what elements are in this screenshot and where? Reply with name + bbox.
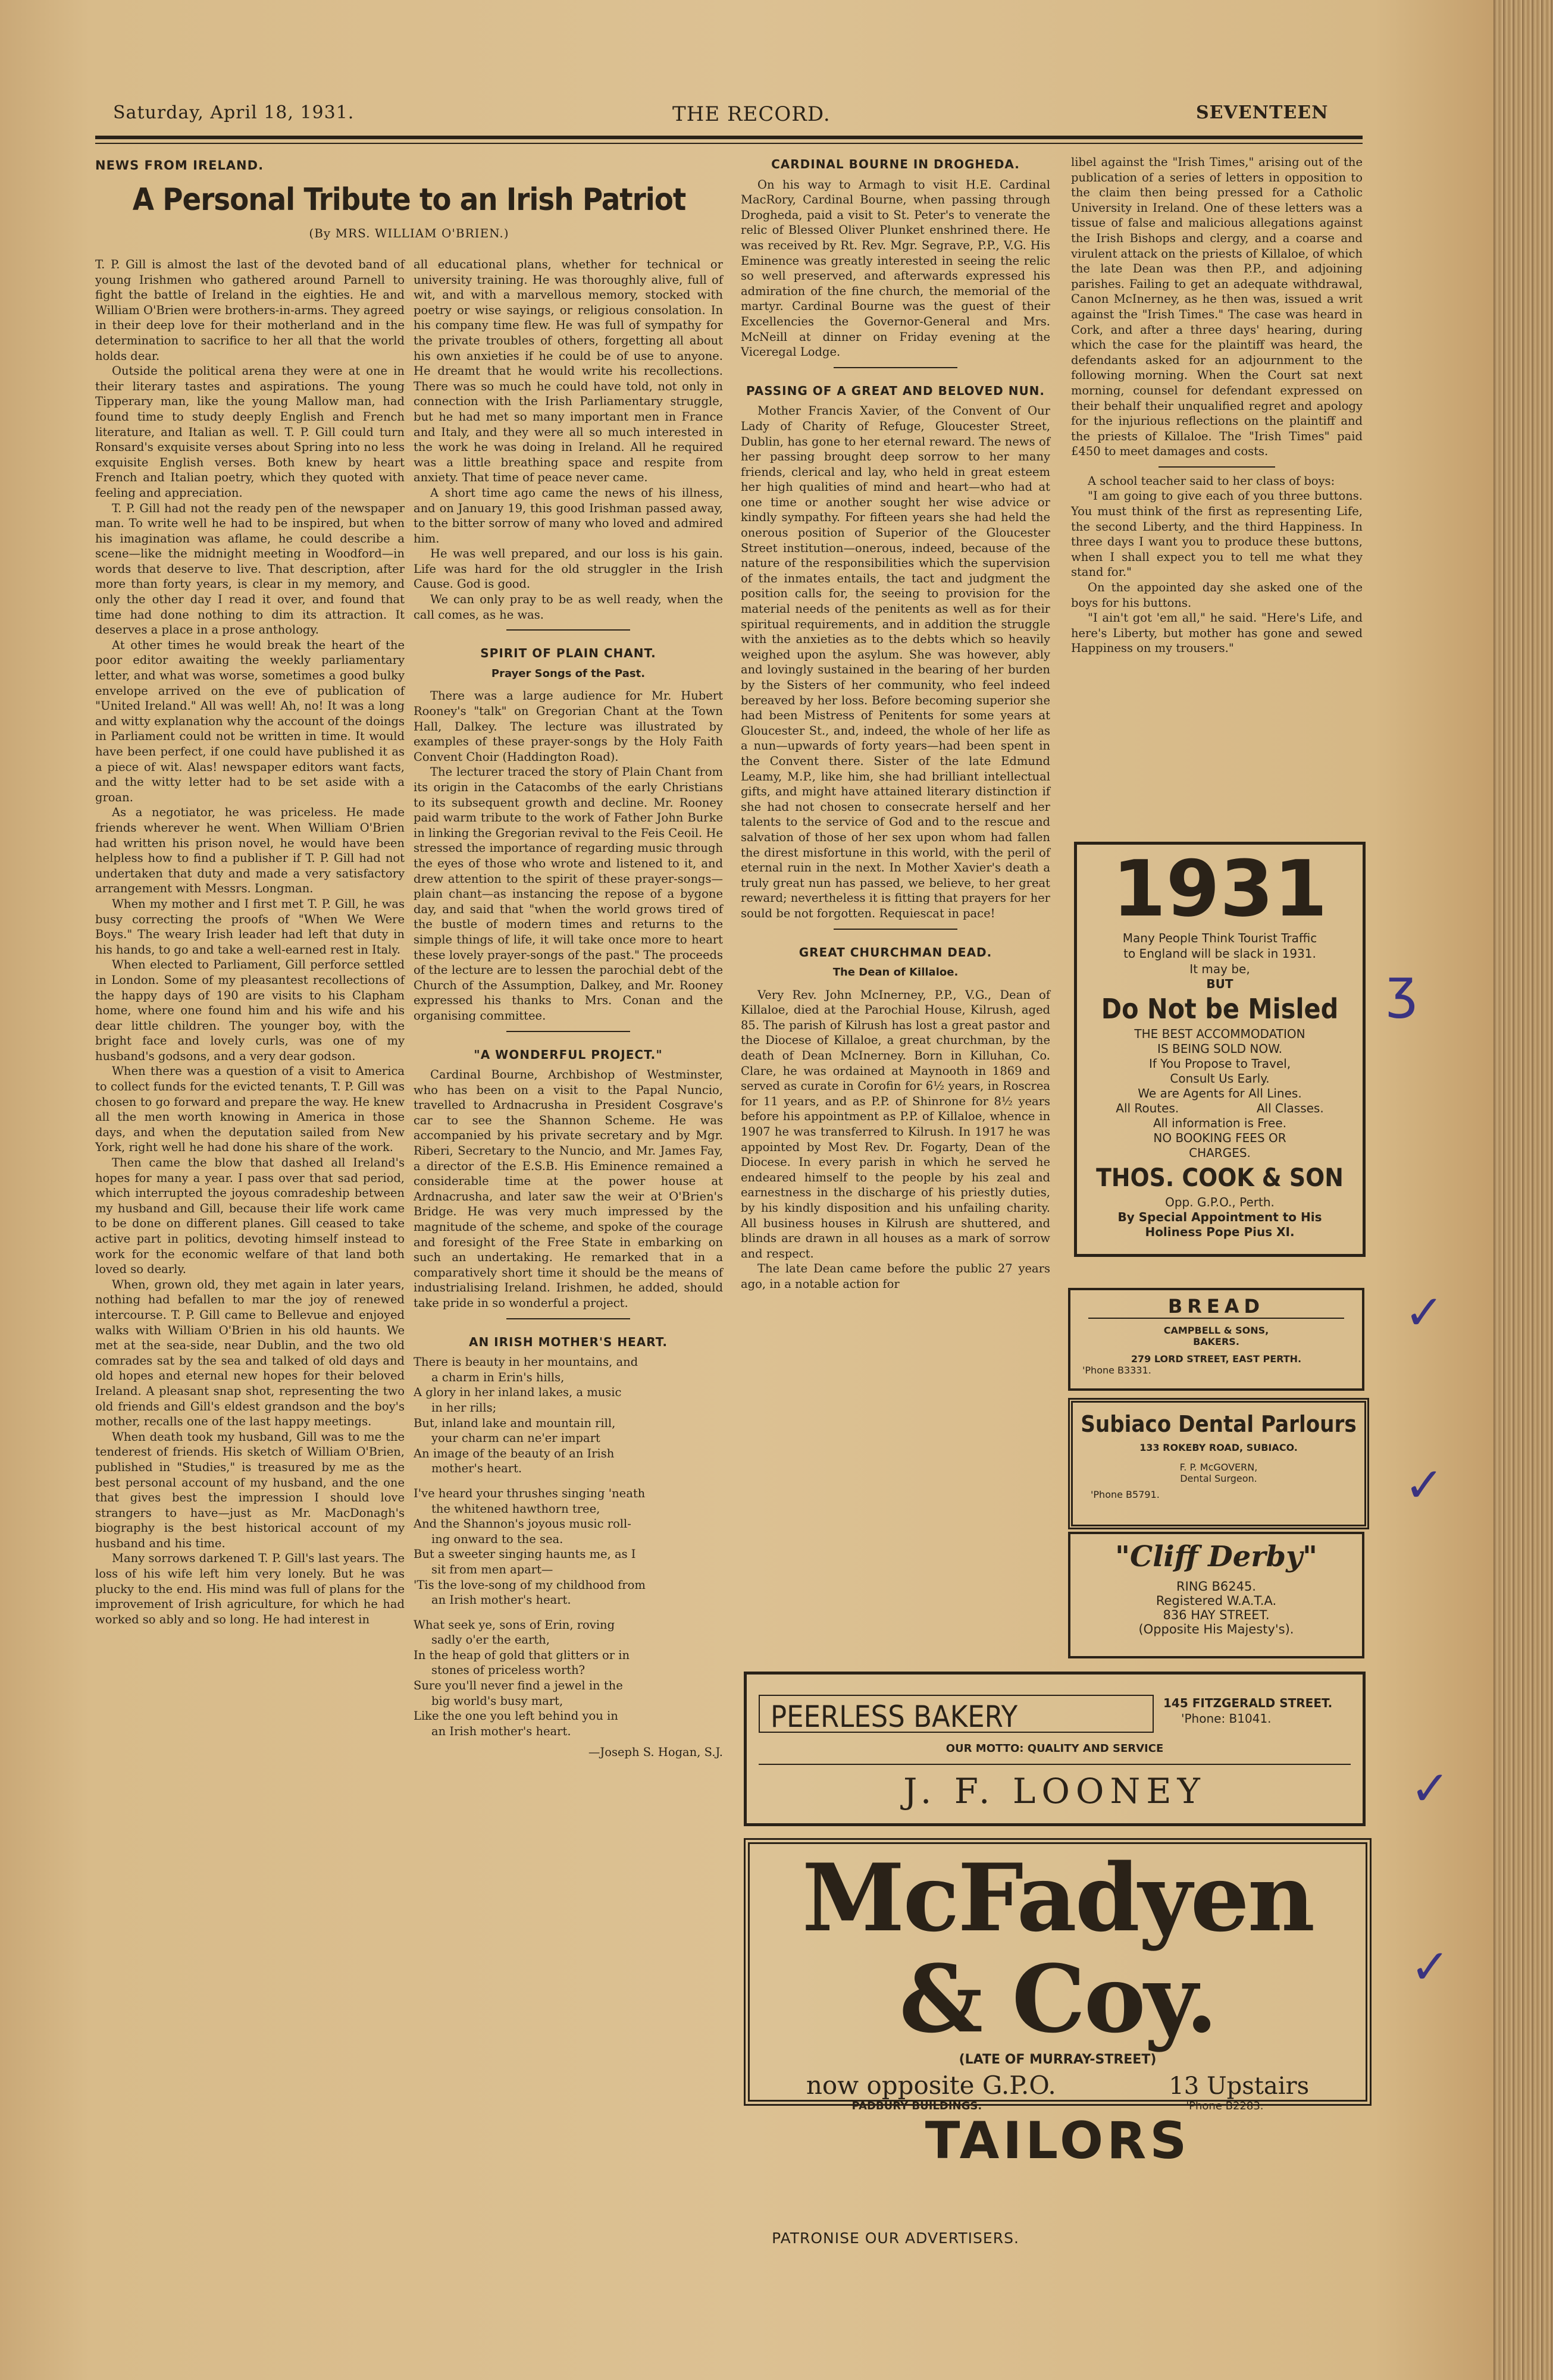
ad-line: 145 FITZGERALD STREET. (1163, 1696, 1333, 1710)
paragraph: The lecturer traced the story of Plain Chant from its origin in the Catacombs of the early Christians to its subsequent growth and decline. Mr. Rooney paid warm tribute to the work of Father John Burke in linking the Gregorian revival to the Feis Ceoil. He stressed the importance of regarding music through the eyes of those who wrote and listened to it, and drew attention to the spirit of these prayer-songs—plain chant—as instancing the repose of a bygone day, and said that "when the world grows tired of the bustle of modern times and returns to the simple things of life, it will take once more to heart these lovely prayer-songs of the past." The proceeds of the lecture are to lessen the parochial debt of the Church of the Assumption, Dalkey, and Mr. Rooney expressed his thanks to Mrs. Conan and the organising committee. (414, 765, 723, 1023)
poem-line: And the Shannon's joyous music roll- (414, 1517, 631, 1531)
dean-heading: GREAT CHURCHMAN DEAD. (799, 945, 992, 959)
ad-line: Dental Surgeon. (1180, 1473, 1257, 1484)
paragraph: We can only pray to be as well ready, when the call comes, as he was. (414, 592, 723, 622)
poem-line: 'Tis the love-song of my childhood from (414, 1578, 646, 1592)
paragraph: Very Rev. John McInerney, P.P., V.G., Dean of Killaloe, died at the Parochial House, Kilrush, aged 85. The parish of Kilrush has lost a great pastor and the Diocese of Killaloe, a great churchman, by the death of Dean McInerney. Born in Killuhan, Co. Clare, he was ordained at Maynooth in 1869 and served as curate in Corofin for 6½ years, in Roscrea for 11 years, and as P.P. of Shinrone for 8½ years before his appointment as P.P. of Killaloe, whence in 1907 he was transferred to Kilrush. In 1917 he was appointed by Most Rev. Dr. Fogarty, Dean of the Diocese. In every parish in which he served he endeared himself to the people by his zeal and earnestness in the discharge of his priestly duties, by his kindly disposition and his unfailing charity. All business houses in Kilrush are shuttered, and blinds are drawn in all houses as a mark of sorrow and respect. (741, 987, 1050, 1260)
ad-trade: TAILORS (925, 2111, 1191, 2171)
paragraph: A school teacher said to her class of boys: (1088, 474, 1335, 488)
tribute-col1 (95, 257, 405, 1627)
poem-line: the whitened hawthorn tree, (431, 1501, 600, 1516)
ad-line: RING B6245. (1176, 1579, 1256, 1594)
ad-line: 13 Upstairs (1169, 2072, 1310, 2100)
column-4 (1071, 155, 1363, 656)
ad-cliff-derby (1068, 1532, 1364, 1658)
poem-line: But, inland lake and mountain rill, (414, 1416, 616, 1430)
ad-line: We are Agents for All Lines. (1138, 1086, 1302, 1100)
ad-line: to England will be slack in 1931. (1123, 946, 1316, 961)
divider (506, 1031, 630, 1032)
page-number: SEVENTEEN (1196, 102, 1329, 123)
ad-title: McFadyen & Coy. (801, 1843, 1314, 2053)
paragraph: Mother Francis Xavier, of the Convent of Our Lady of Charity of Refuge, Gloucester Street, Dublin, has gone to her eternal reward. The news of her passing brought deep sorrow to her many friends, clerical and lay, who held in great esteem her high qualities of mind and heart—who had at one time or another sought her wise advice or kindly sympathy. For fifteen years she had held the onerous position of Superior of the Gloucester Street institution—onerous, indeed, because of the nature of the responsibilities which the supervision of the inmates entails, the tact and judgment the position calls for, the seeing to provision for the material needs of the penitents as well as for their spiritual requirements, and in addition the struggle with the anxieties as to the debts which so heavily weighed upon the asylum. She was however, ably and lovingly sustained in the bearing of her burden by the Sisters of her community, who feel indeed bereaved by her loss. Before becoming superior she had been Mistress of Penitents for some years at Gloucester St., and, indeed, the whole of her life as a nun—upwards of forty years—had been spent in the Convent there. Sister of the late Edmund Leamy, M.P., like him, she had brilliant intellectual gifts, and might have attained literary distinction if she had not chosen to consecrate herself and her talents to the service of God and to the rescue and salvation of those of her sex upon whom had fallen the direst misfortune in this world, with the peril of eternal ruin in the next. In Mother Xavier's death a truly great nun has passed, we believe, to her great reward; nevertheless it is fitting that prayers for her sould be not forgotten. Requiescat in pace! (741, 404, 1050, 920)
paragraph: When death took my husband, Gill was to me the tenderest of friends. His sketch of William O'Brien, published in "Studies," is treasured by me as the best personal account of my husband, and the one that gives best the impression I should love strangers to have—just as Mr. MacDonagh's biography is the best historical account of my husband and his time. (95, 1429, 405, 1550)
ad-line: 'Phone B2283. (1186, 2100, 1264, 2112)
handwritten-tick-icon: ✓ (1404, 1457, 1445, 1513)
paragraph: When my mother and I first met T. P. Gill, he was busy correcting the proofs of "When We Were Boys." The weary Irish leader had left that duty in his hands, to go and take a well-earned rest in Italy. (95, 896, 405, 957)
ad-line: F. P. McGOVERN, (1179, 1462, 1258, 1473)
dean-subheading: The Dean of Killaloe. (832, 966, 959, 979)
ad-owner: J. F. LOONEY (903, 1771, 1206, 1811)
ad-line: 'Phone: B1041. (1181, 1711, 1272, 1726)
paragraph: "I am going to give each of you three buttons. You must think of the first as representing Life, the second Liberty, and the third Happiness. In three days I want you to produce these buttons, when I shall expect you to tell me what they stand for." (1071, 489, 1363, 579)
ad-line: PADBURY BUILDINGS. (851, 2100, 982, 2112)
column-1 (95, 155, 405, 177)
poem-line: But a sweeter singing haunts me, as I (414, 1547, 636, 1561)
handwritten-tick-icon: ✓ (1404, 1285, 1445, 1340)
ad-line: If You Propose to Travel, (1148, 1056, 1291, 1071)
paragraph: A short time ago came the news of his illness, and on January 19, this good Irishman passed away, to the bitter sorrow of many who loved and admired him. (414, 485, 723, 545)
ad-thos-cook (1074, 842, 1366, 1257)
page-edges (1493, 0, 1553, 2380)
ad-line: 'Phone B3331. (1082, 1365, 1151, 1376)
handwritten-tick-icon: ✓ (1410, 1761, 1451, 1816)
header-date: Saturday, April 18, 1931. (113, 102, 355, 123)
ad-dental (1068, 1398, 1369, 1529)
chant-heading: SPIRIT OF PLAIN CHANT. (480, 646, 656, 661)
ad-line: (Opposite His Majesty's). (1138, 1622, 1294, 1636)
ad-line: NO BOOKING FEES OR (1153, 1131, 1286, 1145)
paragraph: There was a large audience for Mr. Hubert Rooney's "talk" on Gregorian Chant at the Town Hall, Dalkey. The lecture was illustrated by examples of these prayer-songs by the Holy Faith Convent Choir (Haddington Road). (414, 689, 723, 764)
ad-line: Holiness Pope Pius XI. (1145, 1225, 1295, 1239)
masthead: THE RECORD. (672, 102, 831, 126)
paragraph: Many sorrows darkened T. P. Gill's last years. The loss of his wife left him very lonely. But he was plucky to the end. His mind was full of plans for the improvement of Irish agriculture, for which he had worked so ably and so long. He had interest in (95, 1551, 405, 1626)
ad-line: Opp. G.P.O., Perth. (1165, 1195, 1275, 1209)
ad-mcfadyen (744, 1838, 1372, 2171)
paragraph: He was well prepared, and our loss is his gain. Life was hard for the old struggler in the Irish Cause. God is good. (414, 547, 723, 591)
ad-headline: Do Not be Misled (1101, 993, 1339, 1025)
kicker: NEWS FROM IRELAND. (95, 158, 264, 173)
ad-text: All Classes. (1256, 1101, 1324, 1115)
paragraph: On his way to Armagh to visit H.E. Cardinal MacRory, Cardinal Bourne, when passing through Drogheda, paid a visit to St. Peter's to venerate the relic of Blessed Oliver Plunket enshrined there. He was received by Rt. Rev. Mgr. Segrave, P.P., V.G. His Eminence was greatly interested in seeing the relic so well preserved, and afterwards expressed his admiration of the fine church, the memorial of the martyr. Cardinal Bourne was the guest of their Excellencies the Governor-General and Mrs. McNeill at dinner on Friday evening at the Viceregal Lodge. (741, 177, 1050, 359)
ad-line: BAKERS. (1193, 1336, 1239, 1347)
ad-line: (LATE OF MURRAY-STREET) (959, 2052, 1157, 2067)
paragraph: all educational plans, whether for technical or university training. He was thoroughly alive, full of wit, and with a marvellous memory, stocked with poetry or wise sayings, or religious consolation. In his company time flew. He was full of sympathy for the private troubles of others, forgetting all about his own anxieties if he could be of use to anyone. He dreamt that he would write his recollections. There was so much he could have told, not only in connection with the Irish Parliamentary struggle, but he had met so many important men in France and Italy, and they were all so much interested in the work he was doing in Ireland. All he required was a little breathing space and respite from anxiety. That time of peace never came. (414, 258, 723, 485)
poem-line: a charm in Erin's hills, (431, 1370, 565, 1384)
poem-line: big world's busy mart, (431, 1694, 563, 1708)
ad-bread (1068, 1288, 1364, 1391)
poem-line: an Irish mother's heart. (431, 1593, 571, 1607)
poem-line: an Irish mother's heart. (431, 1724, 571, 1738)
paragraph: Cardinal Bourne, Archbishop of Westminster, who has been on a visit to the Papal Nuncio, travelled to Ardnacrusha in President Cosgrave's car to see the Shannon Scheme. He was accompanied by his private secretary and by Mgr. Riberi, Secretary to the Nuncio, and Mr. James Fay, a director of the E.S.B. His Eminence remained a considerable time at the power house at Ardnacrusha, and later saw the weir at O'Brien's Bridge. He was very much impressed by the magnitude of the scheme, and spoke of the courage and foresight of the Free State in embarking on such an undertaking. He remarked that in a comparatively short time it should be the means of industrialising Ireland. Irishmen, he added, should take pride in so wonderful a project. (414, 1068, 723, 1310)
column-3 (741, 155, 1050, 1292)
ad-line: Registered W.A.T.A. (1156, 1594, 1277, 1608)
chant-subheading: Prayer Songs of the Past. (491, 667, 646, 680)
ad-company: THOS. COOK & SON (1096, 1163, 1344, 1192)
ad-line: 279 LORD STREET, EAST PERTH. (1131, 1353, 1302, 1365)
ad-line: OUR MOTTO: QUALITY AND SERVICE (945, 1742, 1164, 1755)
ad-title: BREAD (1088, 1295, 1344, 1319)
divider (1159, 466, 1275, 468)
ad-line: By Special Appointment to His (1117, 1210, 1322, 1224)
article-title: A Personal Tribute to an Irish Patriot (132, 182, 686, 218)
column-2 (414, 257, 723, 1760)
ad-line (1077, 1101, 1363, 1116)
footer-line: PATRONISE OUR ADVERTISERS. (772, 2230, 1019, 2247)
ad-line: BUT (1206, 977, 1233, 991)
poem-line: What seek ye, sons of Erin, roving (414, 1617, 615, 1632)
paragraph: At other times he would break the heart of the poor editor awaiting the weekly parliamentary letter, and what was worse, sometimes a good bulky envelope arrived on the eve of publication of "United Ireland." All was well! Ah, no! It was a long and witty explanation why the account of the doings in Parliament could not be written in time. It would have been perfect, if one could have published it as a piece of wit. Alas! newspaper editors want facts, and the witty letter had to be set aside with a groan. (95, 638, 405, 804)
ad-title: PEERLESS BAKERY (771, 1699, 1018, 1734)
ad-line: CAMPBELL & SONS, (1163, 1325, 1269, 1336)
divider (506, 1318, 630, 1319)
ad-peerless-bakery (744, 1672, 1366, 1826)
poem-line: sit from men apart— (431, 1562, 553, 1576)
poem-line: Like the one you left behind you in (414, 1709, 618, 1723)
poem-line: ing onward to the sea. (431, 1532, 563, 1546)
handwritten-mark-icon: ʒ (1386, 958, 1417, 1020)
paragraph: When, grown old, they met again in later years, nothing had befallen to mar the joy of renewed intercourse. T. P. Gill came to Bellevue and enjoyed walks with William O'Brien in his old haunts. We met at the sea-side, near Dublin, and the two old comrades sat by the sea and talked of old days and old hopes and eternal new hopes for their beloved Ireland. A pleasant snap shot, representing the two old friends and Gill's eldest grandson and the boy's mother, recalls one of the last happy meetings. (95, 1277, 405, 1429)
poem-line: in her rills; (431, 1400, 497, 1415)
tribute-title-block (95, 178, 723, 252)
poem-signature: —Joseph S. Hogan, S.J. (588, 1745, 723, 1760)
poem-line: your charm can ne'er impart (431, 1431, 600, 1445)
header-rule (95, 136, 1363, 139)
poem-line: sadly o'er the earth, (431, 1633, 550, 1647)
ad-line: IS BEING SOLD NOW. (1157, 1042, 1282, 1056)
ad-line: 'Phone B5791. (1091, 1489, 1160, 1500)
paragraph: "I ain't got 'em all," he said. "Here's Life, and here's Liberty, but mother has gone and sewed Happiness on my trousers." (1071, 611, 1363, 656)
ad-line: THE BEST ACCOMMODATION (1134, 1027, 1305, 1041)
divider (506, 629, 630, 631)
ad-line: Consult Us Early. (1170, 1071, 1270, 1086)
drogheda-heading: CARDINAL BOURNE IN DROGHEDA. (771, 157, 1020, 171)
ad-year: 1931 (1112, 843, 1327, 934)
paragraph: When elected to Parliament, Gill perforce settled in London. Some of my pleasantest recollections of the happy days of 190 are visits to his Clapham home, where one found him and his wife and his dear little children. The younger boy, with the bright face and lovely curls, was one of my husband's godsons, and a very dear godson. (95, 958, 405, 1063)
ad-line: It may be, (1189, 962, 1250, 976)
article-byline: (By MRS. WILLIAM O'BRIEN.) (309, 226, 509, 240)
poem-line: There is beauty in her mountains, and (414, 1355, 638, 1369)
paragraph: libel against the "Irish Times," arising out of the publication of a series of letters in opposition to the claim then being pressed for a Catholic University in Ireland. One of these letters was a tissue of false and malicious allegations against the Irish Bishops and clergy, and a coarse and virulent attack on the priests of Killaloe, of which the late Dean was then P.P., and adjoining parishes. Failing to get an adequate withdrawal, Canon McInerney, as he then was, issued a writ against the "Irish Times." The case was heard in Cork, and after a three days' hearing, during which the case for the plaintiff was heard, the defendants asked for an adjournment to the following morning. When the Court sat next morning, counsel for defendant expressed on their behalf their unqualified regret and apology for the injurious reflections on the plaintiff and the priests of Killaloe. The "Irish Times" paid £450 to meet damages and costs. (1071, 155, 1363, 459)
poem-line: Sure you'll never find a jewel in the (414, 1679, 623, 1693)
poem-line: stones of priceless worth? (431, 1663, 585, 1677)
ad-line: 836 HAY STREET. (1163, 1608, 1270, 1622)
ad-line: Many People Think Tourist Traffic (1122, 931, 1317, 945)
handwritten-tick-icon: ✓ (1410, 1939, 1451, 1995)
paragraph: T. P. Gill is almost the last of the devoted band of young Irishmen who gathered around Parnell to fight the battle of Ireland in the eighties. He and William O'Brien were brothers-in-arms. They agreed in their deep love for their motherland and in the determination to sacrifice to her all that the world holds dear. (95, 258, 405, 363)
poem-line: mother's heart. (431, 1462, 522, 1476)
paragraph: As a negotiator, he was priceless. He made friends wherever he went. When William O'Brien had written his prison novel, he would have been helpless how to find a publisher if T. P. Gill had not undertaken that duty and made a very satisfactory arrangement with Messrs. Longman. (95, 805, 405, 896)
ad-line: All information is Free. (1153, 1116, 1287, 1130)
poem-line: An image of the beauty of an Irish (414, 1446, 615, 1460)
poem-line: In the heap of gold that glitters or in (414, 1648, 630, 1662)
divider (834, 367, 957, 368)
nun-heading: PASSING OF A GREAT AND BELOVED NUN. (746, 383, 1045, 398)
ad-title: "Cliff Derby" (1114, 1540, 1317, 1573)
header-rule-thin (95, 143, 1363, 144)
paragraph: When there was a question of a visit to America to collect funds for the evicted tenants, T. P. Gill was chosen to go forward and prepare the way. He knew all the men worth knowing in America in those days, and when the deputation sailed from New York, right well he had done his share of the work. (95, 1064, 405, 1155)
paragraph: T. P. Gill had not the ready pen of the newspaper man. To write well he had to be inspired, but when his imagination was aflame, he could describe a scene—like the midnight meeting in Woodford—in words that deserve to live. That description, after more than forty years, is clear in my memory, and only the other day I read it over, and found that time had done nothing to dim its attraction. It deserves a place in a prose anthology. (95, 501, 405, 637)
poem-heading: AN IRISH MOTHER'S HEART. (469, 1334, 668, 1349)
ad-title: Subiaco Dental Parlours (1081, 1411, 1357, 1437)
poem-line: I've heard your thrushes singing 'neath (414, 1486, 646, 1500)
ad-line: CHARGES. (1189, 1146, 1251, 1160)
paragraph: Outside the political arena they were at one in their literary tastes and aspirations. The young Tipperary man, like the young Mallow man, had found time to study deeply English and French literature, and Italian as well. T. P. Gill could turn Ronsard's exquisite verses about Spring into no less exquisite English verses. Both knew by heart French and Italian poetry, which they quoted with feeling and appreciation. (95, 364, 405, 500)
paragraph: The late Dean came before the public 27 years ago, in a notable action for (741, 1262, 1050, 1291)
paragraph: Then came the blow that dashed all Ireland's hopes for many a year. I pass over that sad period, which interrupted the joyous comradeship between my husband and Gill, because their life work came to be done on different planes. Gill ceased to take active part in politics, devoting himself instead to work for the economic welfare of that land both loved so dearly. (95, 1156, 405, 1277)
ad-line: 133 ROKEBY ROAD, SUBIACO. (1139, 1442, 1298, 1453)
divider (834, 929, 957, 930)
project-heading: "A WONDERFUL PROJECT." (474, 1047, 663, 1062)
poem-line: A glory in her inland lakes, a music (414, 1385, 622, 1400)
ad-line: now opposite G.P.O. (806, 2071, 1056, 2100)
ad-text: All Routes. (1116, 1101, 1179, 1115)
poem (414, 1354, 723, 1760)
paragraph: On the appointed day she asked one of the boys for his buttons. (1071, 581, 1363, 610)
